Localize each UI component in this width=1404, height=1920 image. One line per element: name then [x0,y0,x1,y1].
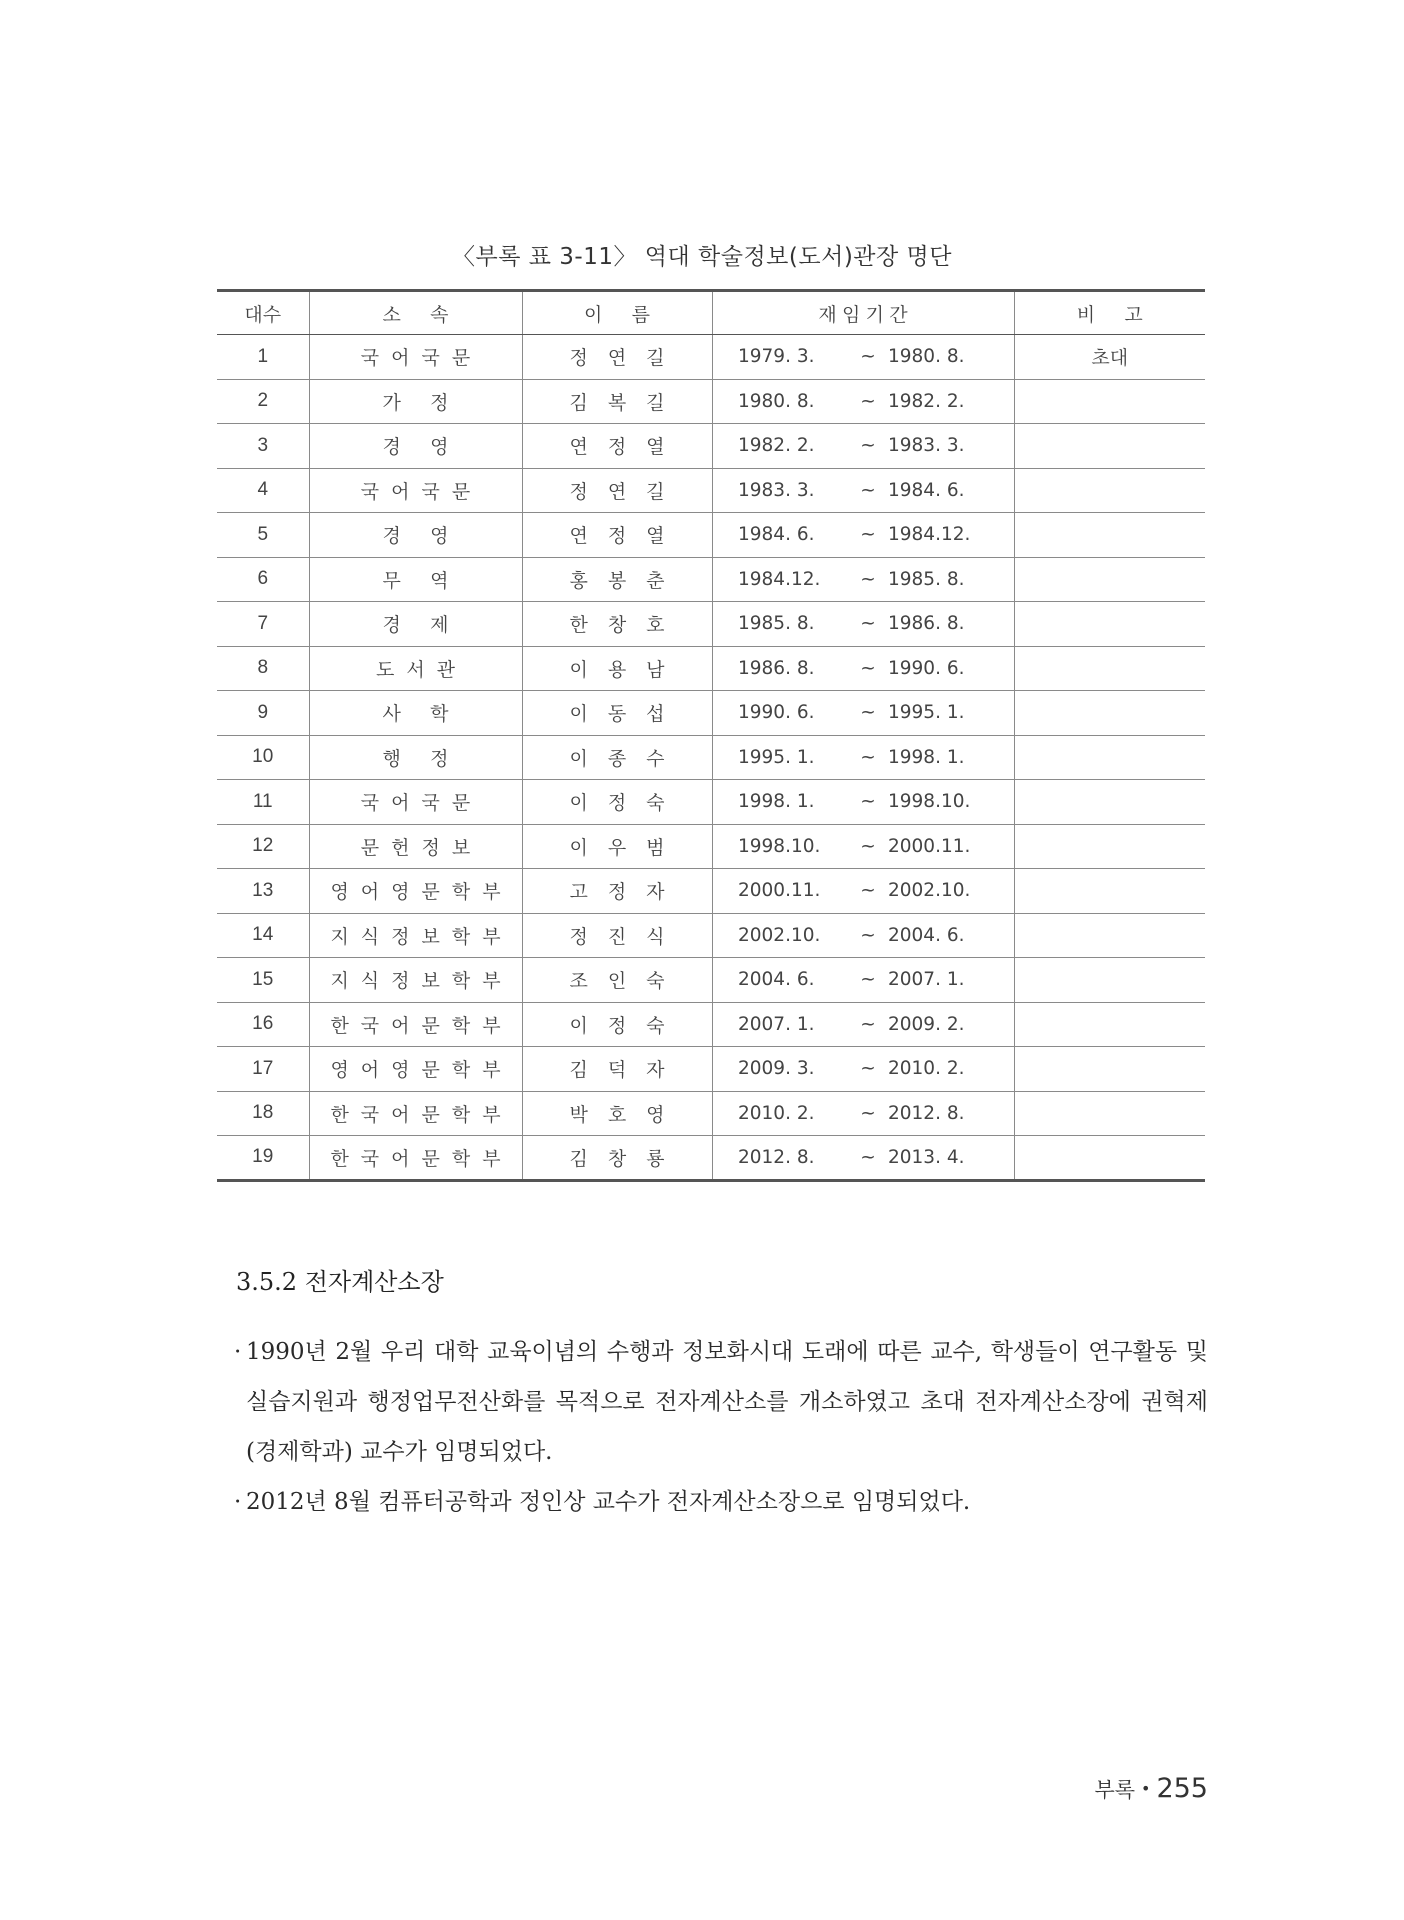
period-tilde: ~ [860,568,876,590]
cell-no: 1 [217,335,309,380]
cell-name: 고정자 [522,869,712,914]
period-tilde: ~ [860,880,876,902]
cell-name: 연정열 [522,424,712,469]
period-tilde: ~ [860,835,876,857]
table-body [217,335,1205,1181]
period-start: 2007. 1. [738,1013,815,1035]
period-end: 1980. 8. [888,346,965,368]
page-footer [1040,1773,1208,1804]
table-row [217,780,1205,825]
cell-period [712,1047,1014,1092]
cell-dept: 가 정 [309,379,522,424]
period-start: 2012. 8. [738,1146,815,1168]
cell-period [712,691,1014,736]
period-tilde: ~ [860,1013,876,1035]
cell-period [712,913,1014,958]
cell-note [1014,1091,1205,1136]
cell-no: 17 [217,1047,309,1092]
cell-dept: 한국어문학부 [309,1002,522,1047]
table-caption: 〈부록 표 3-11〉 역대 학술정보(도서)관장 명단 [452,244,952,270]
period-tilde: ~ [860,746,876,768]
period-start: 2009. 3. [738,1058,815,1080]
cell-dept: 한국어문학부 [309,1136,522,1181]
cell-no: 15 [217,958,309,1003]
cell-name: 한창호 [522,602,712,647]
period-end: 2004. 6. [888,924,965,946]
period-start: 1984.12. [738,568,821,590]
cell-name: 홍봉춘 [522,557,712,602]
period-end: 2002.10. [888,880,971,902]
director-roster-table [217,289,1205,1182]
period-start: 1995. 1. [738,746,815,768]
period-end: 1995. 1. [888,702,965,724]
period-end: 1990. 6. [888,657,965,679]
cell-note [1014,379,1205,424]
cell-note [1014,468,1205,513]
cell-no: 16 [217,1002,309,1047]
cell-no: 11 [217,780,309,825]
cell-period [712,869,1014,914]
cell-note [1014,958,1205,1003]
table-row [217,1002,1205,1047]
period-tilde: ~ [860,657,876,679]
cell-note [1014,735,1205,780]
bullet-item [234,1477,1208,1527]
cell-name: 이우범 [522,824,712,869]
cell-name: 이정숙 [522,1002,712,1047]
cell-no: 19 [217,1136,309,1181]
cell-period [712,379,1014,424]
bullet-mark: · [234,1339,242,1365]
period-start: 1985. 8. [738,613,815,635]
section-title: 3.5.2 전자계산소장 [236,1268,444,1296]
cell-name: 정진식 [522,913,712,958]
period-end: 1985. 8. [888,568,965,590]
period-tilde: ~ [860,1102,876,1124]
period-tilde: ~ [860,613,876,635]
header-name: 이 름 [522,291,712,335]
table-row [217,735,1205,780]
cell-no: 13 [217,869,309,914]
period-start: 1980. 8. [738,390,815,412]
cell-name: 연정열 [522,513,712,558]
period-tilde: ~ [860,346,876,368]
cell-name: 김창룡 [522,1136,712,1181]
period-end: 1986. 8. [888,613,965,635]
cell-dept: 문헌정보 [309,824,522,869]
table-row [217,335,1205,380]
header-no: 대수 [217,291,309,335]
period-tilde: ~ [860,702,876,724]
cell-dept: 사 학 [309,691,522,736]
cell-note [1014,513,1205,558]
cell-period [712,335,1014,380]
period-start: 2002.10. [738,924,821,946]
cell-name: 이동섭 [522,691,712,736]
table-row [217,646,1205,691]
cell-note [1014,869,1205,914]
cell-no: 10 [217,735,309,780]
cell-period [712,557,1014,602]
cell-note [1014,691,1205,736]
cell-note [1014,824,1205,869]
table-row [217,691,1205,736]
cell-note [1014,913,1205,958]
cell-dept: 영어영문학부 [309,869,522,914]
cell-period [712,424,1014,469]
cell-no: 14 [217,913,309,958]
cell-note [1014,424,1205,469]
table-row [217,1091,1205,1136]
page-number: 255 [1156,1773,1208,1804]
cell-name: 김복길 [522,379,712,424]
bullet-item [234,1327,1208,1477]
period-tilde: ~ [860,435,876,457]
period-start: 1983. 3. [738,479,815,501]
table-header-row [217,291,1205,335]
period-tilde: ~ [860,969,876,991]
cell-name: 이종수 [522,735,712,780]
table-row [217,913,1205,958]
cell-dept: 경 영 [309,513,522,558]
cell-dept: 국어국문 [309,468,522,513]
table-row [217,513,1205,558]
table-row [217,379,1205,424]
cell-no: 12 [217,824,309,869]
cell-dept: 국어국문 [309,780,522,825]
cell-dept: 도서관 [309,646,522,691]
period-start: 2000.11. [738,880,821,902]
bullet-mark: · [234,1489,242,1515]
cell-period [712,602,1014,647]
bullet-text: 1990년 2월 우리 대학 교육이념의 수행과 정보화시대 도래에 따른 교수, 학생들이 연구활동 및 실습지원과 행정업무전산화를 목적으로 전자계산소를 개소하였고 초대 전자계산소장에 권혁제(경제학과) 교수가 임명되었다. [246,1339,1208,1465]
cell-no: 5 [217,513,309,558]
cell-period [712,1002,1014,1047]
table-row [217,869,1205,914]
cell-dept: 영어영문학부 [309,1047,522,1092]
header-note: 비 고 [1014,291,1205,335]
table-row [217,1136,1205,1181]
cell-note [1014,646,1205,691]
period-tilde: ~ [860,1058,876,1080]
period-start: 1979. 3. [738,346,815,368]
cell-name: 조인숙 [522,958,712,1003]
table-row [217,958,1205,1003]
table-row [217,824,1205,869]
period-tilde: ~ [860,524,876,546]
header-period: 재 임 기 간 [712,291,1014,335]
cell-dept: 경 제 [309,602,522,647]
cell-dept: 한국어문학부 [309,1091,522,1136]
cell-note [1014,557,1205,602]
cell-dept: 국어국문 [309,335,522,380]
period-start: 2004. 6. [738,969,815,991]
cell-period [712,824,1014,869]
cell-name: 이용남 [522,646,712,691]
cell-period [712,958,1014,1003]
period-tilde: ~ [860,390,876,412]
cell-dept: 행 정 [309,735,522,780]
period-start: 2010. 2. [738,1102,815,1124]
cell-period [712,513,1014,558]
cell-dept: 무 역 [309,557,522,602]
cell-dept: 지식정보학부 [309,913,522,958]
period-end: 2009. 2. [888,1013,965,1035]
cell-note [1014,602,1205,647]
period-end: 2000.11. [888,835,971,857]
period-end: 1984. 6. [888,479,965,501]
header-dept: 소 속 [309,291,522,335]
cell-no: 4 [217,468,309,513]
period-end: 2013. 4. [888,1146,965,1168]
period-start: 1998. 1. [738,791,815,813]
cell-no: 3 [217,424,309,469]
cell-name: 정연길 [522,468,712,513]
period-tilde: ~ [860,479,876,501]
footer-separator: • [1141,1779,1151,1798]
period-start: 1998.10. [738,835,821,857]
cell-note [1014,780,1205,825]
cell-no: 8 [217,646,309,691]
period-start: 1984. 6. [738,524,815,546]
period-end: 1984.12. [888,524,971,546]
period-start: 1982. 2. [738,435,815,457]
period-end: 1998.10. [888,791,971,813]
period-end: 1983. 3. [888,435,965,457]
period-end: 2012. 8. [888,1102,965,1124]
period-end: 2007. 1. [888,969,965,991]
cell-no: 9 [217,691,309,736]
table-row [217,1047,1205,1092]
period-end: 2010. 2. [888,1058,965,1080]
cell-period [712,646,1014,691]
period-tilde: ~ [860,791,876,813]
cell-period [712,468,1014,513]
cell-period [712,1136,1014,1181]
cell-period [712,780,1014,825]
period-tilde: ~ [860,1146,876,1168]
cell-no: 7 [217,602,309,647]
period-start: 1986. 8. [738,657,815,679]
table-row [217,602,1205,647]
cell-name: 정연길 [522,335,712,380]
footer-section: 부록 [1094,1778,1136,1802]
period-end: 1998. 1. [888,746,965,768]
cell-note: 초대 [1014,335,1205,380]
table-row [217,468,1205,513]
period-start: 1990. 6. [738,702,815,724]
cell-name: 김덕자 [522,1047,712,1092]
table-row [217,424,1205,469]
cell-period [712,1091,1014,1136]
cell-name: 박호영 [522,1091,712,1136]
cell-no: 18 [217,1091,309,1136]
cell-no: 2 [217,379,309,424]
period-tilde: ~ [860,924,876,946]
cell-note [1014,1136,1205,1181]
table-row [217,557,1205,602]
bullet-text: 2012년 8월 컴퓨터공학과 정인상 교수가 전자계산소장으로 임명되었다. [246,1489,971,1515]
cell-dept: 경 영 [309,424,522,469]
cell-note [1014,1002,1205,1047]
cell-dept: 지식정보학부 [309,958,522,1003]
period-end: 1982. 2. [888,390,965,412]
cell-name: 이정숙 [522,780,712,825]
cell-no: 6 [217,557,309,602]
cell-note [1014,1047,1205,1092]
cell-period [712,735,1014,780]
